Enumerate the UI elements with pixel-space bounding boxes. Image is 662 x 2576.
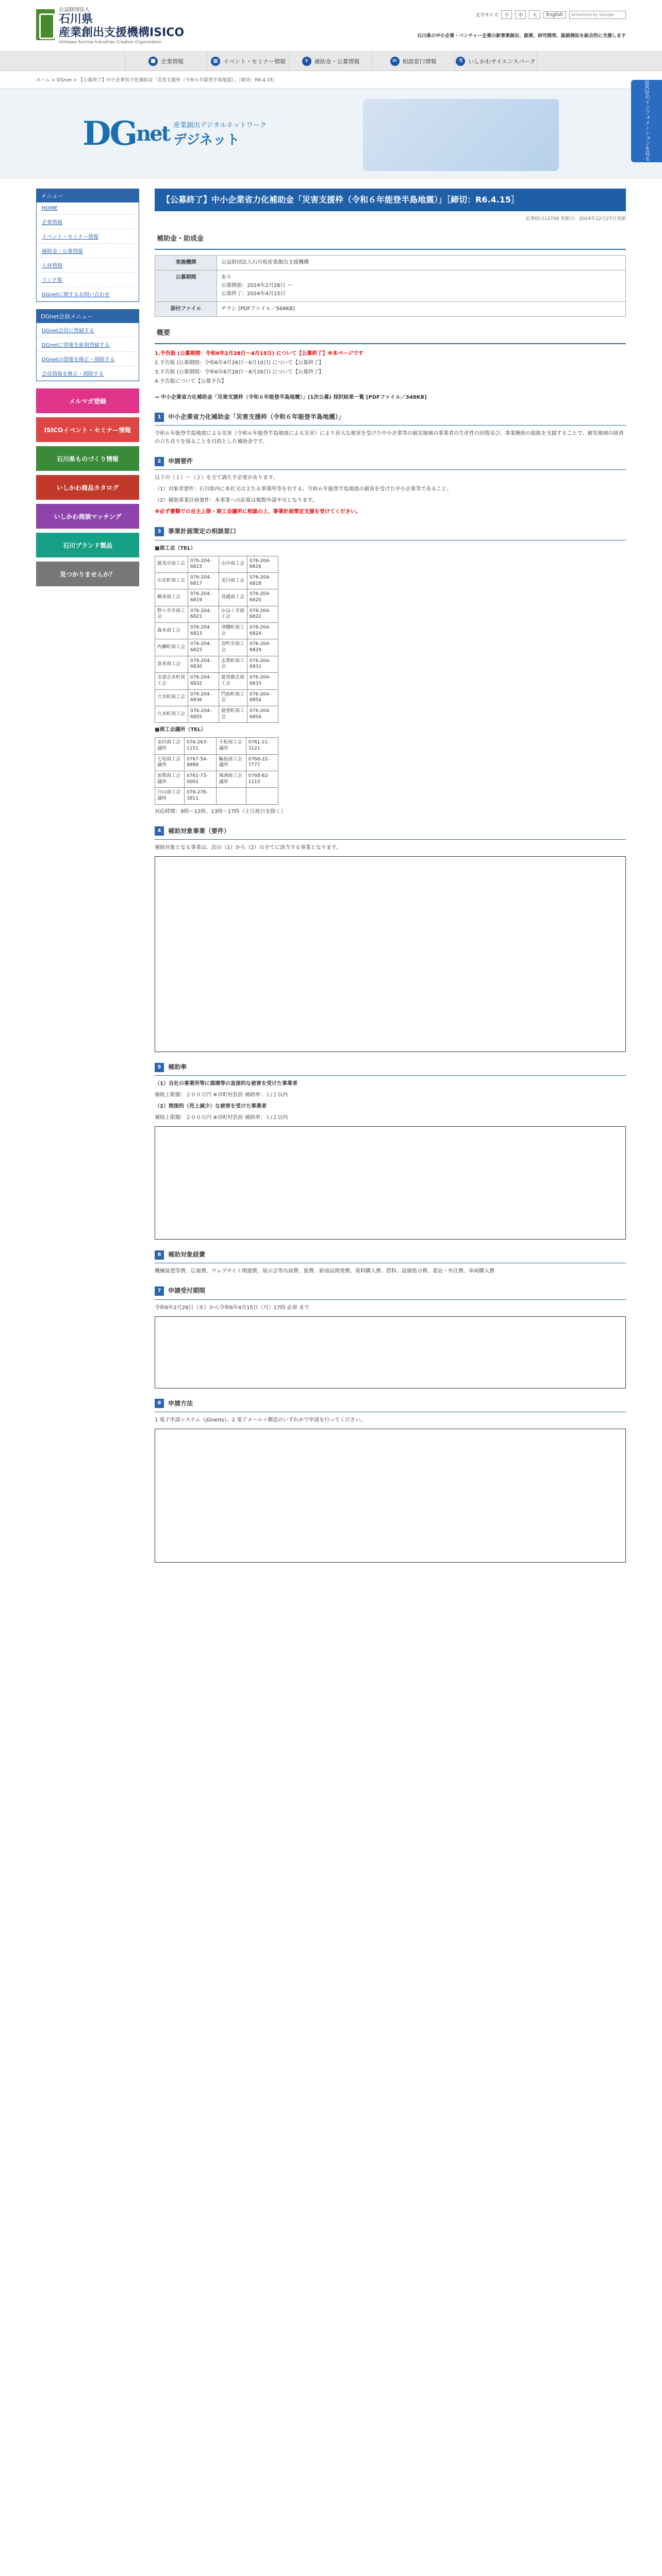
member-menu-item-1[interactable] — [37, 337, 139, 352]
nav-label: いしかわサイエンスパーク — [468, 58, 536, 65]
tel-cell: 0761-73-0001 — [185, 771, 217, 788]
tel-row — [155, 623, 278, 639]
menu-item-5[interactable] — [37, 273, 139, 287]
rate-2-value: 補助上限額：２００万円 ※市町村負担 補助率：１/２以内 — [155, 1115, 288, 1121]
calendar-icon: ▦ — [211, 57, 220, 66]
tel-cell: 白山商工会議所 — [155, 788, 185, 804]
nav-label: イベント・セミナー情報 — [223, 58, 286, 65]
menu-item-2[interactable] — [37, 229, 139, 244]
sub-heading-7: 7 申請受付期間 — [155, 1283, 626, 1299]
tel-cell: 076-204-6856 — [247, 706, 278, 722]
tel-cell — [246, 788, 278, 804]
tel-cell: 076-204-6817 — [188, 572, 219, 589]
menu-item-1[interactable] — [37, 215, 139, 229]
side-banner-0[interactable]: メルマガ登録 — [36, 388, 139, 413]
tel-cell: 美川商工会 — [219, 572, 247, 589]
tel-cell: 076-263-1151 — [185, 738, 217, 754]
menu-item-link[interactable]: 補助金・公募情報 — [42, 249, 83, 255]
tel-cell: 076-204-6821 — [188, 606, 219, 622]
tel-cell: 076-204-6825 — [188, 639, 219, 656]
tel-cell: 0768-82-1115 — [246, 771, 278, 788]
overview-item[interactable]: 3.予告版 (公募期間：令和6年6月28日〜8月26日) について【公募終了】 — [155, 369, 324, 375]
tel-cell: 076-276-3811 — [185, 788, 217, 804]
tel-cell: 076-204-6833 — [247, 673, 278, 689]
application-method-box — [155, 1429, 626, 1563]
tel-cell: 宝達志水町商工会 — [155, 673, 188, 689]
tel-cell: 金沢商工会議所 — [155, 738, 185, 754]
tel-cell: 鳥越商工会 — [219, 589, 247, 606]
menu-title: メニュー — [37, 189, 139, 202]
overview-item[interactable]: 1.予告版 (公募期間：令和6年2月28日〜4月15日) について【公募終了】※本ページです — [155, 350, 363, 357]
member-menu-title: DGnet会員メニュー — [37, 310, 139, 323]
english-link[interactable]: English — [543, 11, 567, 19]
tel-cell: 山中商工会 — [219, 556, 247, 572]
site-header — [0, 0, 662, 52]
isico-logo-icon — [36, 9, 55, 40]
dgnet-subtitle: 産業創出デジタルネットワーク — [173, 121, 267, 129]
org-name-line1: 石川県 — [59, 13, 93, 26]
menu-item-link[interactable]: 人材情報 — [42, 263, 62, 269]
isico-info-tab[interactable]: ISICOのインフォメーションを見る — [631, 80, 662, 162]
site-slogan: 石川県の中小企業・ベンチャー企業の新事業創出、創業、研究開発、販路開拓を総合的に支援します — [417, 33, 626, 39]
menu-item-6[interactable] — [37, 287, 139, 301]
nav-item-0[interactable] — [125, 52, 207, 71]
tel-cell: 珠洲商工会議所 — [217, 771, 246, 788]
side-banner-2[interactable]: 石川県ものづくり情報 — [36, 446, 139, 471]
tel-row — [155, 771, 278, 788]
tel-cell: 076-204-6820 — [247, 589, 278, 606]
header-tools — [475, 10, 626, 19]
tel-row — [155, 656, 278, 672]
tel-cell: 志賀町商工会 — [219, 656, 247, 672]
sub-heading-6: 6 補助対象経費 — [155, 1247, 626, 1263]
font-size-label: 文字サイズ — [475, 13, 499, 18]
tel-cell: かほく市商工会 — [219, 606, 247, 622]
font-small-button[interactable]: 小 — [501, 10, 512, 19]
tel-cell: 七尾商工会議所 — [155, 754, 185, 771]
tel-cell: 穴水町商工会 — [155, 706, 188, 722]
tel-cell: 0768-22-7777 — [246, 754, 278, 771]
tel-row — [155, 689, 278, 706]
tel-cell: 076-204-6855 — [188, 706, 219, 722]
side-banner-3[interactable]: いしかわ商品カタログ — [36, 475, 139, 500]
dgnet-name: デジネット — [173, 132, 240, 148]
nav-label: 相談窓口情報 — [402, 58, 437, 65]
menu-item-4[interactable] — [37, 258, 139, 273]
tel-row — [155, 589, 278, 606]
tel-cell: 津幡町商工会 — [219, 623, 247, 639]
nav-item-1[interactable] — [207, 52, 290, 71]
sub-heading-4: 4 補助対象事業（要件） — [155, 823, 626, 840]
org-name-line2: 産業創出支援機構ISICO — [59, 26, 185, 39]
building-icon: ■ — [148, 57, 158, 66]
tel-cell: 076-204-6830 — [188, 656, 219, 672]
org-small: 公益財団法人 — [59, 7, 90, 13]
tel-cell: 森本商工会 — [155, 623, 188, 639]
sub8-text: 1 電子申請システム（jGrants）、2 電子メール＋郵送のいずれかで申請を行ってください。 — [155, 1417, 366, 1423]
dgnet-logo — [82, 114, 267, 153]
main-content — [155, 189, 626, 1567]
tel-cell: 野々市市商工会 — [155, 606, 188, 622]
sidebar — [36, 189, 139, 1567]
coin-icon: ¥ — [302, 57, 311, 66]
requirement-1: （1）対象者要件：石川県内に本社又は主たる事業所等を有する、令和６年能登半島地震の被害を受けた中小企業等であること。 — [155, 486, 452, 493]
tel-table-shokokai — [155, 556, 278, 723]
sub-heading-8: 8 申請方法 — [155, 1396, 626, 1412]
side-banner-1[interactable]: ISICOイベント・セミナー情報 — [36, 417, 139, 442]
application-docs-box — [155, 1316, 626, 1388]
tel-row — [155, 572, 278, 589]
tel-cell: 能登鹿北商工会 — [219, 673, 247, 689]
tel-cell: 076-204-6824 — [247, 623, 278, 639]
tel-row — [155, 606, 278, 622]
site-logo[interactable] — [36, 5, 184, 44]
tel-cell: 輪島商工会議所 — [217, 754, 246, 771]
tel-row — [155, 706, 278, 722]
tel-cell: 076-204-6829 — [247, 639, 278, 656]
tel-cell: 能登町商工会 — [219, 706, 247, 722]
rate-1-value: 補助上限額：２００万円 ※市町村負担 補助率：１/２以内 — [155, 1092, 288, 1098]
summary-table — [155, 255, 626, 317]
section-heading-subsidy: 補助金・助成金 — [155, 230, 626, 250]
tel-cell: 富来商工会 — [155, 656, 188, 672]
tel-cell: 能美市商工会 — [155, 556, 188, 572]
tel-cell: 鶴来商工会 — [155, 589, 188, 606]
tel2-caption: ■商工会議所（TEL） — [155, 727, 206, 733]
sub4-text: 補助対象となる事業は、次の（1）から（2）の全てに該当する事業となります。 — [155, 844, 341, 851]
side-banner-4[interactable]: いしかわ商談マッチング — [36, 504, 139, 529]
summary-value[interactable]: チラシ [PDFファイル／568KB] — [217, 302, 626, 317]
tel-cell: 076-204-6836 — [188, 689, 219, 706]
sub2-text: 以下の（１）〜（２）を全て満たす必要があります。 — [155, 475, 278, 481]
tel-cell: 川北町商工会 — [155, 572, 188, 589]
tel-cell: 076-204-6831 — [247, 656, 278, 672]
rate-1-label: （1）自社の事業所等に損壊等の直接的な被害を受けた事業者 — [155, 1081, 297, 1087]
dgnet-logo-dg: DG — [82, 114, 137, 153]
overview-item[interactable]: 2.予告版 (公募期間：令和6年4月26日〜6月10日) について【公募終了】 — [155, 360, 324, 366]
requirement-warning: ※必ず書類での自主上限・商工会議所に相談の上、事業計画策定支援を受けてください。 — [155, 509, 361, 515]
sub7-text: 令和6年2月28日（水）から令和6年4月15日（月）17時 必着 まで — [155, 1304, 309, 1311]
menu-item-0[interactable] — [37, 202, 139, 215]
tel-cell — [217, 788, 246, 804]
tel-cell: 076-204-6854 — [247, 689, 278, 706]
tel-row — [155, 639, 278, 656]
tel-cell: 076-204-6823 — [188, 623, 219, 639]
tel-cell: 076-204-6815 — [188, 556, 219, 572]
search-input[interactable]: enhanced by Google — [569, 11, 626, 19]
breadcrumb: ホーム > DGnet > 【公募終了】中小企業省力化補助金「災害支援枠（令和６年能登半島地震）」［締切：R6.4.15］ — [36, 78, 278, 83]
tel1-caption: ■商工会（TEL） — [155, 545, 196, 551]
menu-item-link[interactable]: 企業情報 — [42, 220, 62, 226]
tel-cell: 加賀商工会議所 — [155, 771, 185, 788]
tel-row — [155, 738, 278, 754]
sub-heading-3: 3 事業計画策定の相談窓口 — [155, 523, 626, 540]
nav-item-2[interactable] — [290, 52, 372, 71]
tel-row — [155, 754, 278, 771]
menu-item-link[interactable]: DGnetに関するお問い合わせ — [42, 292, 110, 298]
result-notice-link[interactable]: → 中小企業省力化補助金「災害支援枠（令和６年能登半島地震）」(1次公募) 採択結果一覧 [PDFファイル／348KB] — [155, 394, 427, 400]
target-business-box — [155, 856, 626, 1052]
member-menu-item-0[interactable] — [37, 323, 139, 337]
tel-row — [155, 673, 278, 689]
section-heading-overview: 概要 — [155, 324, 626, 344]
page-title: 【公募終了】中小企業省力化補助金「災害支援枠（令和６年能登半島地震）」［締切：R6.4.15］ — [155, 189, 626, 211]
tel-cell: 穴水町商工会 — [155, 689, 188, 706]
tel-cell: 076-204-6816 — [247, 556, 278, 572]
overview-item[interactable]: 4.予告版について【公募予告】 — [155, 378, 227, 384]
tel-cell: 0761-21-3121 — [246, 738, 278, 754]
article-meta: 記事ID:112749 更新日：2024年12月27日更新 — [525, 216, 626, 222]
org-english: Ishikawa Sunrise Industries Creation Organization — [59, 40, 162, 44]
requirement-2: （2）補助事業計画要件：本事業への応募は複数申請不可となります。 — [155, 498, 318, 504]
member-menu-box — [36, 309, 139, 381]
rate-detail-box — [155, 1126, 626, 1240]
tel-cell: 076-204-6822 — [247, 606, 278, 622]
summary-key: 添付ファイル — [155, 302, 217, 317]
dgnet-logo-net: net — [136, 122, 170, 146]
tel-cell: 0767-54-8888 — [185, 754, 217, 771]
summary-value: あり 公募開始：2024年2月28日 〜 公募終了：2024年4月15日 — [217, 270, 626, 302]
sub1-text: 令和６年能登半島地震による災害（令和６年能登半島地震による災害）により甚大な被害を受けた中小企業等の被災地域の事業者の生産性の回復及び、事業継続の取組を支援することで、被災地域の経済の立ち直りを図ることを目的とした補助金です。 — [155, 431, 624, 445]
tel-row — [155, 556, 278, 572]
side-banner-6[interactable]: 見つかりませんか？ — [36, 562, 139, 586]
hero-image — [363, 99, 559, 171]
global-nav — [0, 52, 662, 71]
menu-item-link[interactable]: イベント・セミナー情報 — [42, 234, 98, 240]
sub-heading-2: 2 申請要件 — [155, 453, 626, 470]
tel-table-kaigisho — [155, 737, 278, 805]
tel-cell: 羽咋市商工会 — [219, 639, 247, 656]
member-menu-item-link[interactable]: DGnetに情報を新規登録する — [42, 343, 110, 348]
flask-icon: ⚗ — [456, 57, 465, 66]
member-menu-item-3[interactable] — [37, 366, 139, 381]
nav-label: 企業情報 — [161, 58, 184, 65]
sub-heading-1: 1 中小企業省力化補助金「災害支援枠（令和６年能登半島地震）」 — [155, 409, 626, 426]
tel-cell: 076-204-6819 — [188, 589, 219, 606]
nav-item-4[interactable] — [455, 52, 537, 71]
side-banner-5[interactable]: 石川ブランド製品 — [36, 533, 139, 557]
member-menu-item-link[interactable]: DGnetの情報を修正・削除する — [42, 357, 115, 363]
tel-cell: 076-204-6832 — [188, 673, 219, 689]
dgnet-hero — [0, 88, 662, 178]
summary-value: 公益財団法人石川県産業創出支援機構 — [217, 256, 626, 270]
member-menu-item-2[interactable] — [37, 352, 139, 366]
menu-item-3[interactable] — [37, 244, 139, 258]
nav-label: 補助金・公募情報 — [314, 58, 360, 65]
member-menu-item-link[interactable]: DGnet会員に登録する — [42, 328, 94, 334]
tel-cell: 門前町商工会 — [219, 689, 247, 706]
tel-row — [155, 788, 278, 804]
hours-text: 対応時間：9時〜12時、13時〜17時（土日祝日を除く） — [155, 808, 286, 815]
chat-icon: ✉ — [390, 57, 400, 66]
sub6-text: 機械装置等費、広報費、ウェブサイト関連費、展示会等出展費、旅費、新商品開発費、資料購入費、借料、設備処分費、委託・外注費、車両購入費 — [155, 1268, 494, 1275]
font-large-button[interactable]: 大 — [529, 10, 540, 19]
member-menu-item-link[interactable]: 会員情報を修正・削除する — [42, 371, 104, 377]
menu-item-link[interactable]: リンク集 — [42, 278, 62, 283]
rate-2-label: （2）間接的（売上減少）な被害を受けた事業者 — [155, 1104, 267, 1110]
nav-item-3[interactable] — [372, 52, 455, 71]
tel-cell: 076-204-6818 — [247, 572, 278, 589]
summary-key: 公募期間 — [155, 270, 217, 302]
sub-heading-5: 5 補助率 — [155, 1059, 626, 1076]
overview-list — [155, 349, 626, 386]
tel-cell: 内灘町商工会 — [155, 639, 188, 656]
summary-key: 実施機関 — [155, 256, 217, 270]
menu-item-link[interactable]: HOME — [42, 206, 58, 211]
font-medium-button[interactable]: 中 — [515, 10, 526, 19]
menu-box — [36, 189, 139, 302]
tel-cell: 小松商工会議所 — [217, 738, 246, 754]
